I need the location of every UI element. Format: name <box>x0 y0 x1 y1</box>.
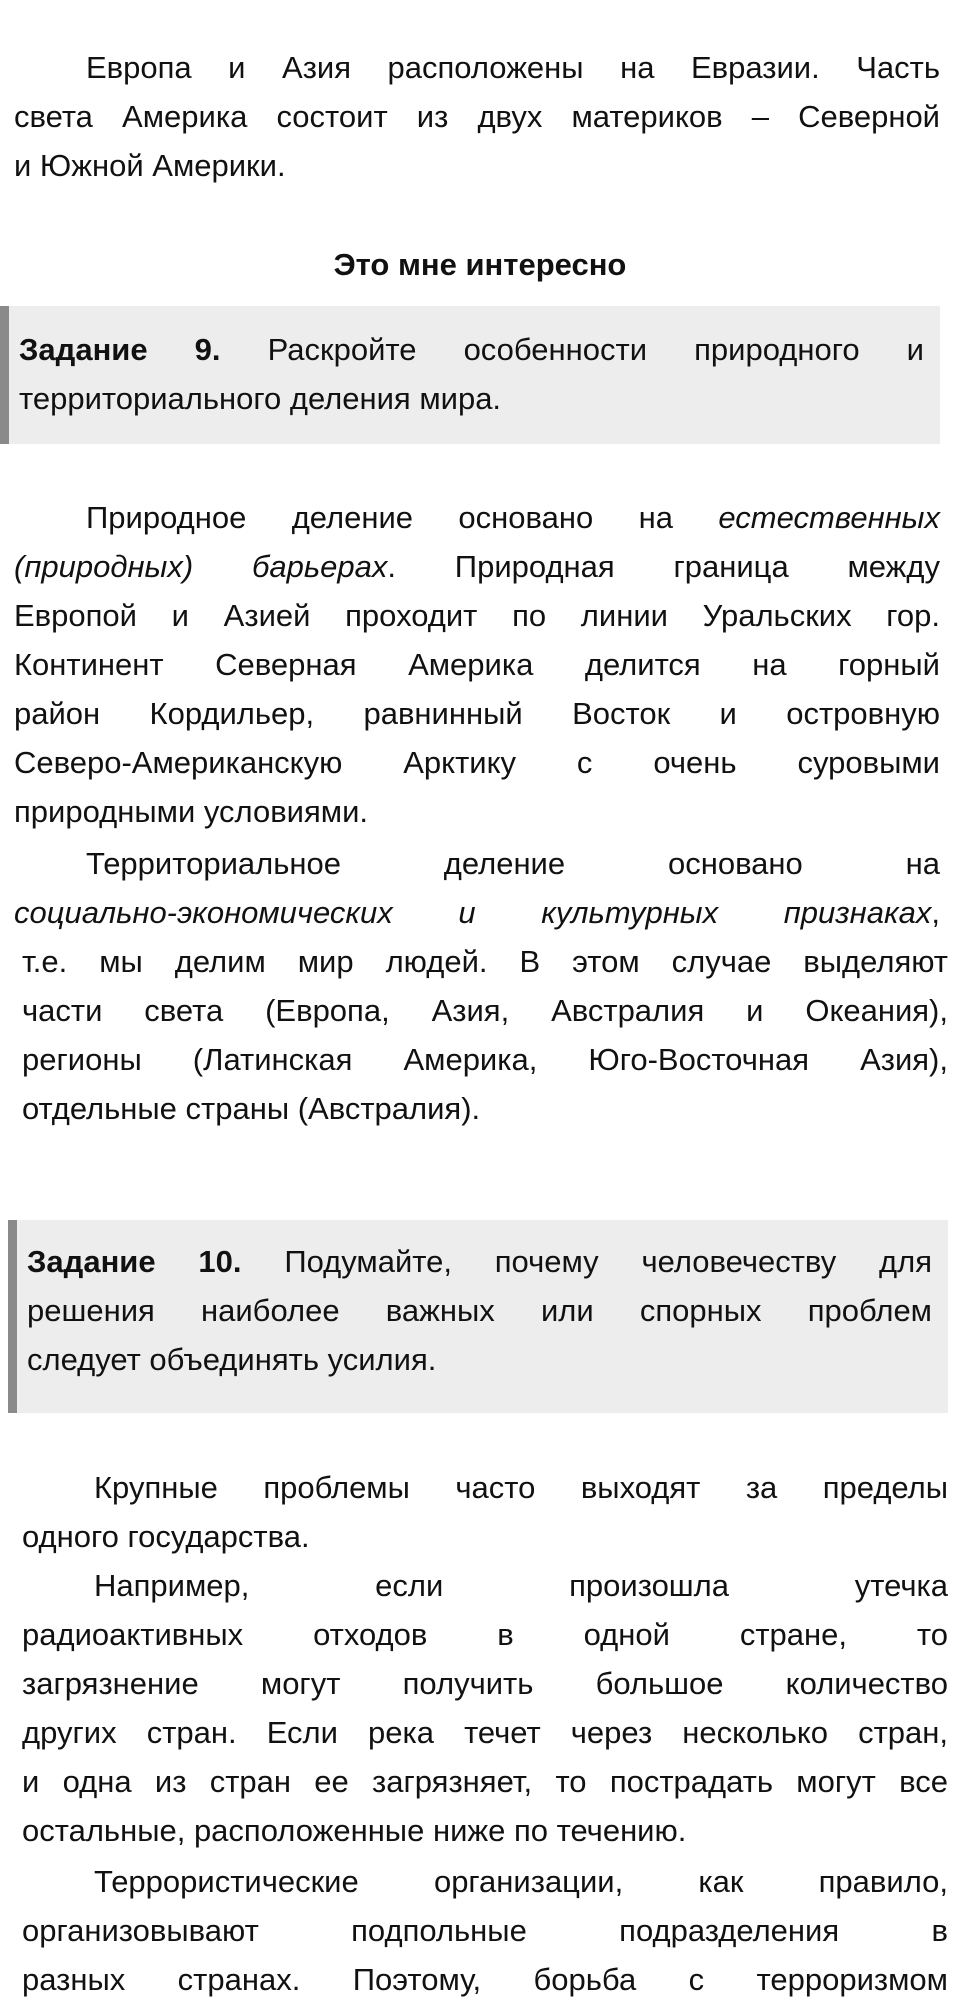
task-10-box <box>8 1220 948 1413</box>
answer-10-line: загрязнение могут получить большое количество <box>22 1666 948 1701</box>
task-10-text <box>27 1237 932 1384</box>
answer-10-line: разных странах. Поэтому, борьба с терроризмом <box>22 1962 948 1997</box>
answer-9-line: Природное деление основано на естественных <box>86 500 940 535</box>
intro-line: Европа и Азия расположены на Евразии. Часть <box>86 50 940 85</box>
answer-9-line: природными условиями. <box>14 794 369 829</box>
task-10-line: следует объединять усилия. <box>27 1342 437 1377</box>
answer-9-line: Континент Северная Америка делится на горный <box>14 647 940 682</box>
task-10-line: Задание 10. Подумайте, почему человечеству для <box>27 1244 932 1279</box>
answer-9-line: регионы (Латинская Америка, Юго-Восточная Азия), <box>22 1042 948 1077</box>
intro-line: и Южной Америки. <box>14 148 286 183</box>
answer-10-line: Например, если произошла утечка <box>94 1568 948 1603</box>
answer-10-paragraph-2 <box>22 1561 948 1855</box>
section-heading: Это мне интересно <box>333 247 627 282</box>
task-9-box <box>0 306 940 444</box>
answer-10-line: организовывают подпольные подразделения в <box>22 1913 948 1948</box>
answer-10-line: Террористические организации, как правило, <box>94 1864 948 1899</box>
task-10-label: Задание 10. <box>27 1244 242 1279</box>
answer-9-paragraph-1 <box>14 493 940 836</box>
task-10-line: решения наиболее важных или спорных проблем <box>27 1293 932 1328</box>
answer-9-line: (природных) барьерах. Природная граница между <box>14 549 940 584</box>
answer-9-line: части света (Европа, Азия, Австралия и Океания), <box>22 993 948 1028</box>
answer-9-line: т.е. мы делим мир людей. В этом случае выделяют <box>22 944 948 979</box>
answer-9-paragraph-2 <box>14 839 940 937</box>
answer-10-paragraph-3 <box>22 1857 948 2004</box>
answer-9-line: район Кордильер, равнинный Восток и островную <box>14 696 940 731</box>
intro-paragraph <box>14 43 940 190</box>
answer-9-line: Северо-Американскую Арктику с очень суровыми <box>14 745 940 780</box>
answer-9-line: социально-экономических и культурных признаках, <box>14 895 940 930</box>
answer-9-line: Европой и Азией проходит по линии Уральских гор. <box>14 598 940 633</box>
answer-10-line: остальные, расположенные ниже по течению. <box>22 1813 687 1848</box>
answer-10-line: других стран. Если река течет через несколько стран, <box>22 1715 948 1750</box>
answer-10-paragraph-1 <box>22 1463 948 1561</box>
answer-10-line: радиоактивных отходов в одной стране, то <box>22 1617 948 1652</box>
task-9-text <box>19 325 924 423</box>
answer-9-line: отдельные страны (Австралия). <box>22 1091 481 1126</box>
answer-10-line: Крупные проблемы часто выходят за пределы <box>94 1470 948 1505</box>
task-9-line: Задание 9. Раскройте особенности природного и <box>19 332 924 367</box>
answer-10-line: и одна из стран ее загрязняет, то пострадать могут все <box>22 1764 948 1799</box>
task-9-label: Задание 9. <box>19 332 221 367</box>
task-9-line: территориального деления мира. <box>19 381 502 416</box>
intro-line: света Америка состоит из двух материков – Северной <box>14 99 940 134</box>
answer-9-line: Территориальное деление основано на <box>86 846 940 881</box>
answer-10-line: одного государства. <box>22 1519 310 1554</box>
answer-9-paragraph-2-continued <box>22 937 948 1133</box>
